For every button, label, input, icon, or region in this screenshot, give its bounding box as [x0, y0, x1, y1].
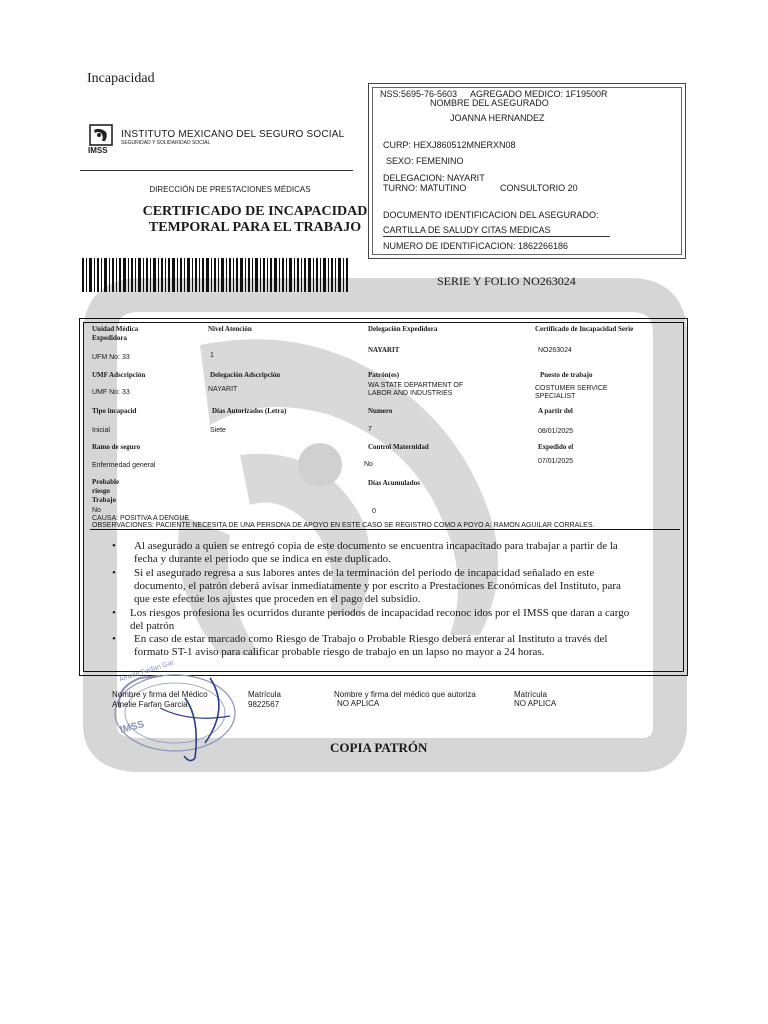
- probable-riesgo-label: [92, 478, 119, 505]
- institution-subtitle: SEGURIDAD Y SOLIDARIDAD SOCIAL: [121, 140, 211, 146]
- header-divider: [80, 170, 353, 171]
- note-line: En caso de estar marcado como Riesgo de Trabajo o Probable Riesgo deberá enterar al Instituto a través del: [134, 633, 608, 645]
- probable-riesgo-label-line3: Trabajo: [92, 496, 116, 504]
- institution-name: INSTITUTO MEXICANO DEL SEGURO SOCIAL: [121, 129, 345, 140]
- matricula-value: 9822567: [248, 700, 280, 709]
- note-line: fecha y durante el periodo que se indica en este duplicado.: [134, 553, 391, 565]
- control-maternidad-label: Control Maternidad: [368, 443, 429, 451]
- certificado-serie-value: NO263024: [538, 347, 572, 354]
- stamp-imss: IMSS: [118, 719, 146, 736]
- turno-value: TURNO: MATUTINO: [383, 183, 467, 193]
- documento-label: DOCUMENTO IDENTIFICACION DEL ASEGURADO:: [383, 210, 599, 220]
- causa-value: CAUSA: POSITIVA A DENGUE: [92, 515, 190, 522]
- agregado-medico: AGREGADO MEDICO: 1F19500R: [470, 89, 608, 99]
- curp-value: CURP: HEXJ860512MNERXN08: [383, 140, 516, 150]
- tipo-incapacidad-label: Tipo incapacid: [92, 407, 137, 415]
- nss-value: NSS:5695-76-5603: [380, 89, 458, 99]
- probable-riesgo-value: No: [92, 507, 101, 514]
- imss-logo-text: IMSS: [88, 146, 108, 155]
- bullet-icon: •: [112, 633, 116, 645]
- observaciones-value: OBSERVACIONES: PACIENTE NECESITA DE UNA PERSONA DE APOYO EN ESTE CASO SE REGISTRO COMO A POYO A: RAMON AGUILAR CORRALES.: [92, 522, 595, 529]
- dias-letra-value: Siete: [210, 427, 226, 434]
- delegacion-value: DELEGACION: NAYARIT: [383, 173, 485, 183]
- control-maternidad-value: No: [364, 461, 373, 468]
- delegacion-adscripcion-label: Delegación Adscripción: [210, 371, 281, 379]
- puesto-label: Puesto de trabajo: [540, 371, 593, 379]
- dias-acumulados-label: Días Acumulados: [368, 479, 420, 487]
- dias-letra-label: Días Autorizados (Letra): [212, 407, 287, 415]
- a-partir-label: A partir del: [538, 407, 573, 415]
- puesto-value-line2: SPECIALIST: [535, 393, 576, 400]
- sexo-value: SEXO: FEMENINO: [386, 156, 464, 166]
- delegacion-adscripcion-value: NAYARIT: [208, 386, 238, 393]
- bullet-icon: •: [112, 567, 116, 579]
- note-line: Los riesgos profesiona les ocurridos durante periodos de incapacidad reconoc idos por el IMSS que daran a cargo: [130, 607, 630, 619]
- nivel-atencion-label: Nivel Atención: [208, 325, 252, 333]
- numero-identificacion: NUMERO DE IDENTIFICACION: 1862266186: [383, 241, 569, 251]
- dias-acumulados-value: 0: [372, 508, 376, 515]
- certificate-title-line1: CERTIFICADO DE INCAPACIDAD: [142, 204, 368, 219]
- umf-adscripcion-label: UMF Adscripción: [92, 371, 146, 379]
- patron-value-line2: LABOR AND INDUSTRIES: [368, 390, 453, 397]
- numero-label: Numero: [368, 407, 393, 415]
- consultorio-value: CONSULTORIO 20: [500, 183, 578, 193]
- matricula-label: Matrícula: [248, 690, 281, 699]
- note-line: Al asegurado a quien se entregó copia de este documento se encuentra incapacitado para trabajar a partir de la: [134, 540, 618, 552]
- note-line: documento, el patrón deberá avisar inmediatamente y por escrito a Prestaciones Económicas del Instituto, para: [134, 580, 621, 592]
- certificado-serie-label: Certificado de Incapacidad Serie: [535, 325, 634, 333]
- unidad-medica-label: Unidad Médica Expedidora: [92, 325, 139, 342]
- expedido-value: 07/01/2025: [538, 458, 574, 465]
- id-underline: [383, 236, 610, 237]
- patron-label: Patrón(es): [368, 371, 400, 379]
- ramo-seguro-value: Enfermedad general: [92, 462, 156, 469]
- direccion-label: DIRECCIÓN DE PRESTACIONES MÉDICAS: [149, 185, 311, 194]
- umf-adscripcion-value: UMF No: 33: [92, 389, 130, 396]
- autoriza-label: Nombre y firma del médico que autoriza: [334, 690, 476, 699]
- patron-value-line1: WA STATE DEPARTMENT OF: [368, 382, 464, 389]
- expedido-label: Expedido el: [538, 443, 574, 451]
- stamp-name: Amelie Farfan Gar: [118, 659, 175, 684]
- observaciones-rule: [90, 529, 680, 530]
- delegacion-expedidora-label: Delegación Expedidora: [368, 325, 438, 333]
- bullet-icon: •: [112, 607, 116, 619]
- nombre-asegurado-label: NOMBRE DEL ASEGURADO: [430, 98, 549, 108]
- serie-folio: SERIE Y FOLIO NO263024: [437, 274, 576, 288]
- barcode: [82, 258, 350, 292]
- probable-riesgo-label-line2: riesgo: [92, 487, 110, 495]
- doctor-stamp: [100, 668, 260, 768]
- medico-name: Amelie Farfan Garcia: [112, 700, 188, 709]
- delegacion-expedidora-value: NAYARIT: [368, 346, 400, 354]
- note-line: Si el asegurado regresa a sus labores antes de la terminación del periodo de incapacidad señalado en este: [134, 567, 595, 579]
- note-line: del patrón: [130, 620, 175, 632]
- ramo-seguro-label: Ramo de seguro: [92, 443, 141, 451]
- a-partir-value: 08/01/2025: [538, 428, 574, 435]
- document-type-label: Incapacidad: [87, 71, 155, 86]
- matricula2-value: NO APLICA: [514, 699, 557, 708]
- copia-patron-label: COPIA PATRÓN: [330, 740, 428, 755]
- numero-value: 7: [368, 426, 372, 433]
- matricula2-label: Matrícula: [514, 690, 547, 699]
- nombre-asegurado: JOANNA HERNANDEZ: [450, 113, 545, 123]
- unidad-medica-value: UFM No: 33: [92, 354, 130, 361]
- nivel-atencion-value: 1: [210, 352, 214, 359]
- note-line: que este efectúe los ajustes que proceden en el pago del subsidio.: [134, 593, 421, 605]
- tipo-incapacidad-value: Inicial: [92, 427, 110, 434]
- medico-label: Nombre y firma del Médico: [112, 690, 208, 699]
- bullet-icon: •: [112, 540, 116, 552]
- autoriza-value: NO APLICA: [337, 699, 380, 708]
- probable-riesgo-label-line1: Probable: [92, 478, 120, 486]
- puesto-value-line1: COSTUMER SERVICE: [535, 385, 608, 392]
- certificate-title-line2: TEMPORAL PARA EL TRABAJO: [148, 220, 362, 235]
- note-line: formato ST-1 aviso para calificar probable riesgo de trabajo en un lapso no mayor a 24 horas.: [134, 646, 545, 658]
- documento-tipo: CARTILLA DE SALUDY CITAS MEDICAS: [383, 225, 551, 235]
